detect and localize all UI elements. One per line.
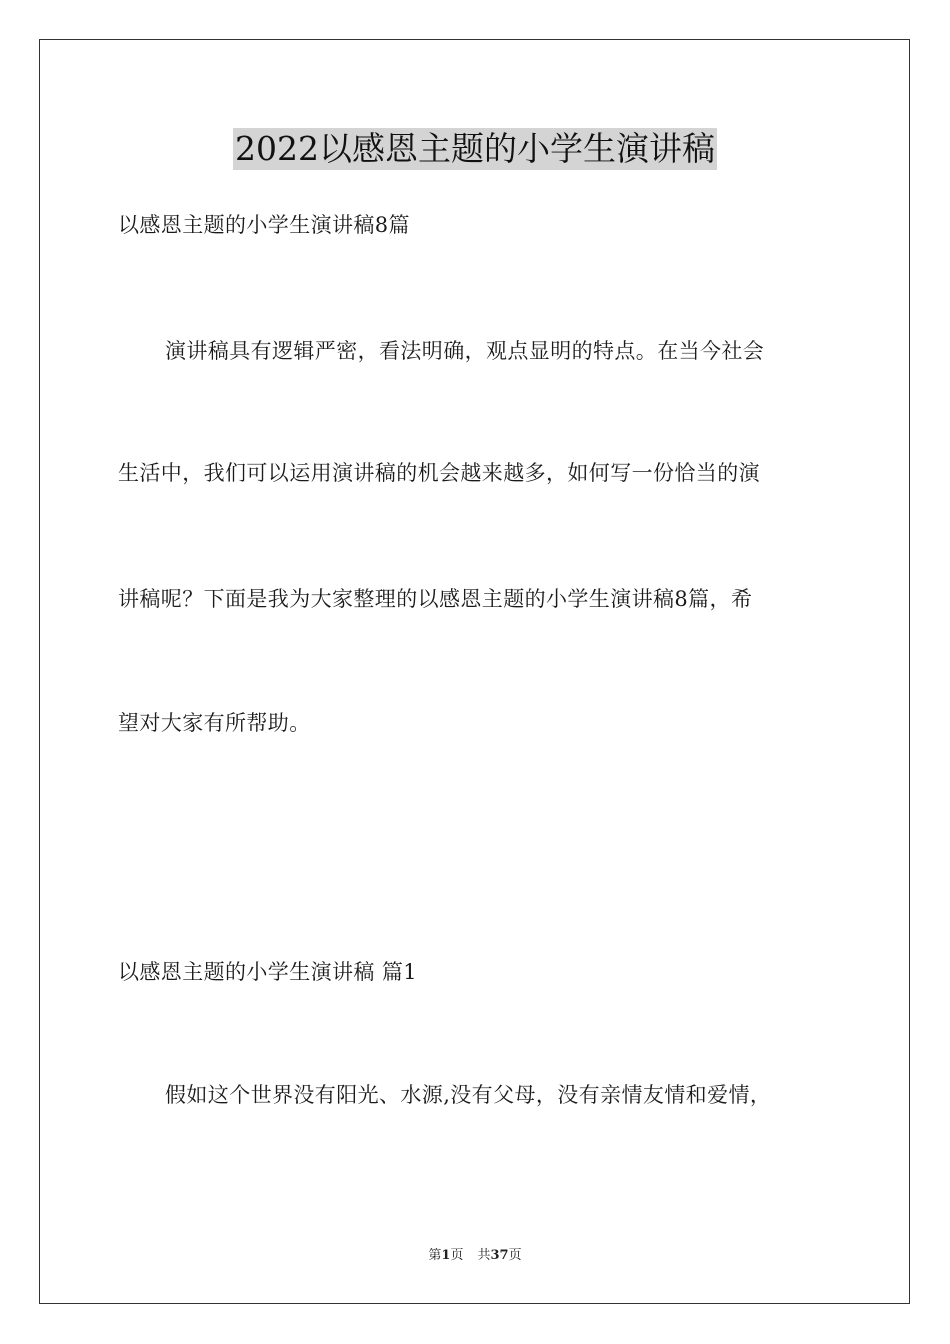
intro-line-4: 望对大家有所帮助。 — [118, 711, 311, 735]
document-title: 2022以感恩主题的小学生演讲稿 — [235, 129, 715, 168]
footer-total-suffix: 页 — [508, 1248, 522, 1263]
title-container — [0, 128, 950, 170]
page-footer — [0, 1247, 950, 1265]
section-line-1: 假如这个世界没有阳光、水源,没有父母，没有亲情友情和爱情， — [165, 1083, 772, 1107]
intro-line-1: 演讲稿具有逻辑严密，看法明确，观点显明的特点。在当今社会 — [165, 339, 765, 363]
intro-line-3: 讲稿呢？下面是我为大家整理的以感恩主题的小学生演讲稿8篇，希 — [118, 587, 753, 611]
footer-total-prefix: 共 — [477, 1248, 491, 1263]
footer-page-number: 1 — [441, 1248, 451, 1263]
intro-line-2: 生活中，我们可以运用演讲稿的机会越来越多，如何写一份恰当的演 — [118, 461, 760, 485]
document-subtitle: 以感恩主题的小学生演讲稿8篇 — [118, 213, 410, 237]
section-heading: 以感恩主题的小学生演讲稿 篇1 — [118, 960, 418, 984]
footer-page-prefix: 第 — [428, 1248, 442, 1263]
footer-page-suffix: 页 — [450, 1248, 464, 1263]
footer-total-pages: 37 — [490, 1248, 509, 1263]
